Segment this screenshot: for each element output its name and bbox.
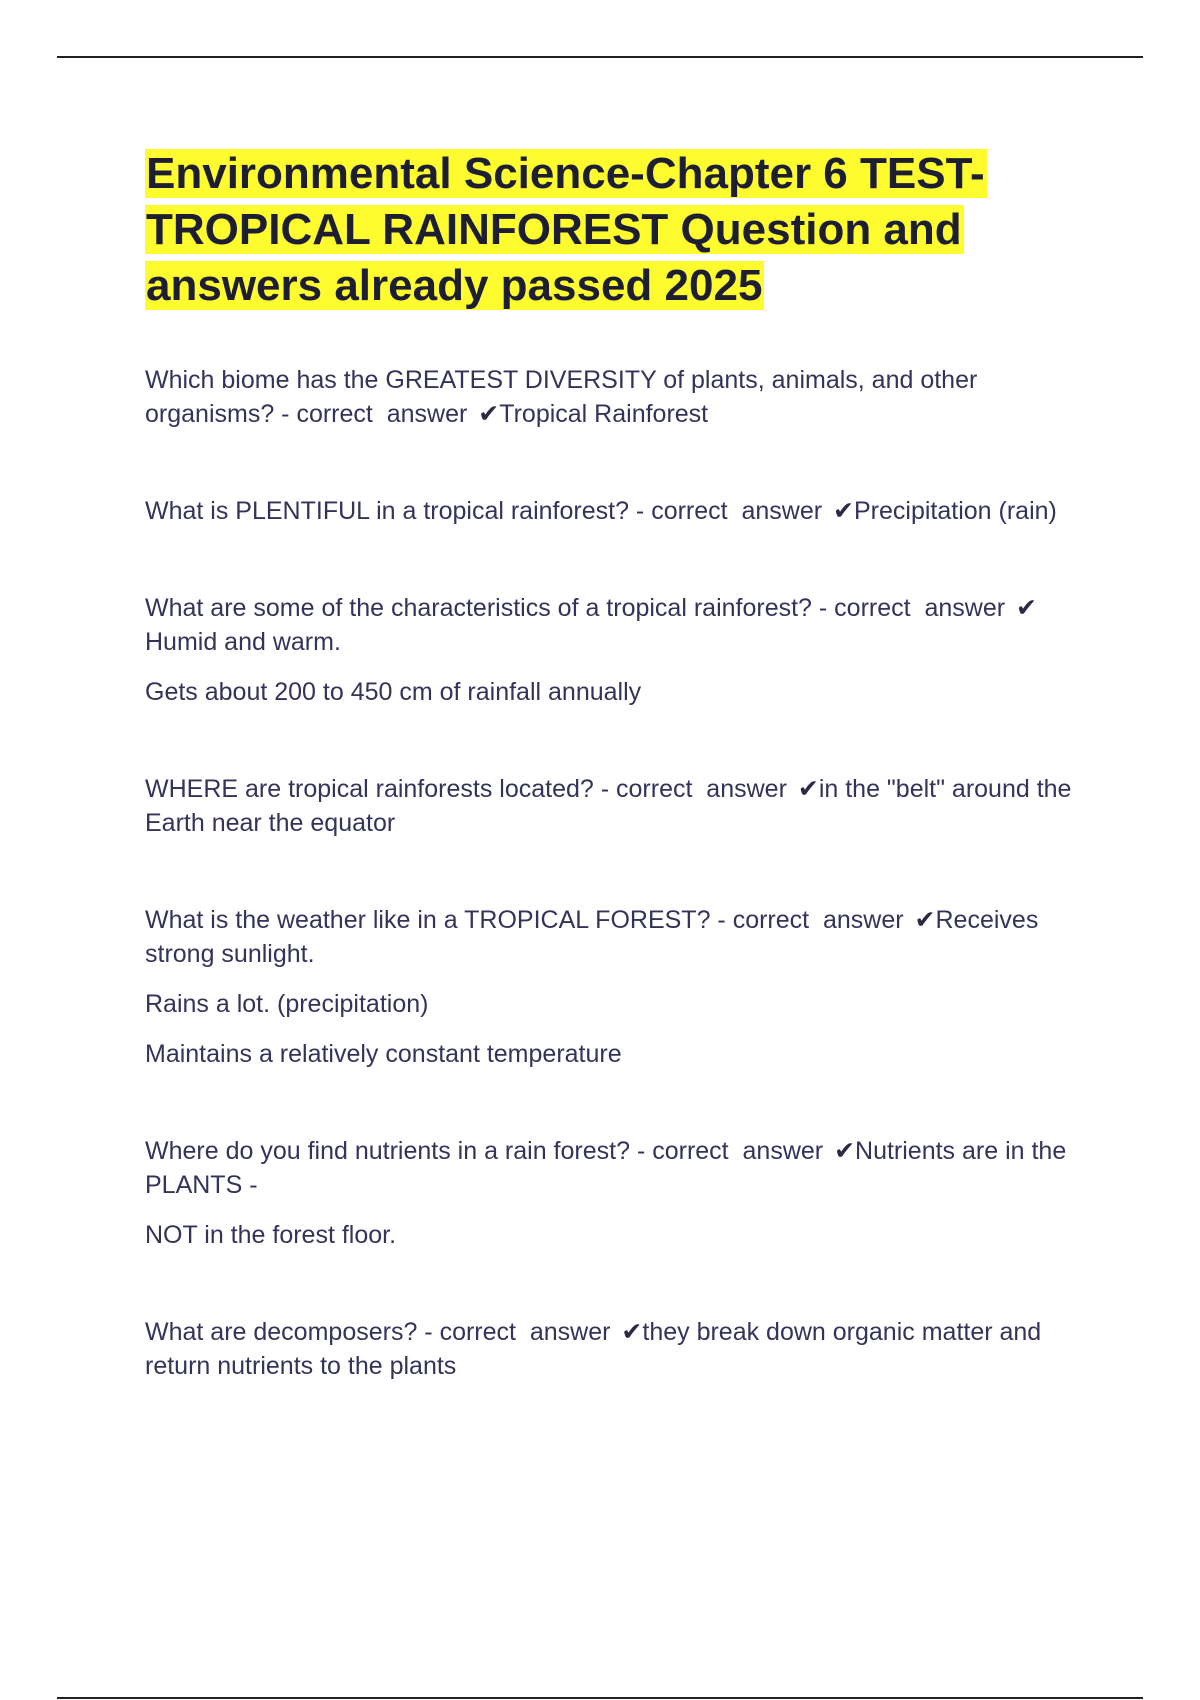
question-text: Where do you find nutrients in a rain forest? [145,1137,630,1165]
question-text: What are decomposers? [145,1318,418,1346]
qa-paragraph [145,1134,1085,1202]
checkmark-icon: ✔ [797,775,819,803]
qa-item [145,1315,1085,1383]
question-text: WHERE are tropical rainforests located? [145,775,594,803]
question-text: What is PLENTIFUL in a tropical rainforest? [145,497,629,525]
qa-paragraph [145,903,1085,971]
qa-list [145,363,1085,1383]
checkmark-icon: ✔ [833,497,854,525]
qa-item [145,903,1085,1071]
answer-extra-line: Rains a lot. (precipitation) [145,990,429,1018]
answer-text: Precipitation (rain) [854,497,1057,525]
page-content [145,146,1085,1446]
question-text: Which biome has the GREATEST DIVERSITY of plants, animals, and other organisms? [145,366,978,428]
qa-item [145,363,1085,431]
answer-separator: - correct answer [630,1137,831,1165]
qa-paragraph [145,1315,1085,1383]
question-text: What is the weather like in a TROPICAL FOREST? [145,906,711,934]
qa-item [145,1134,1085,1252]
qa-paragraph [145,363,1085,431]
answer-separator: - correct answer [417,1318,618,1346]
answer-separator: - correct answer [593,775,794,803]
answer-extra-line: Maintains a relatively constant temperature [145,1040,622,1068]
qa-item [145,494,1085,528]
answer-text: Nutrients are in the PLANTS - [145,1137,1067,1199]
qa-item [145,772,1085,840]
qa-paragraph [145,591,1085,659]
answer-separator: - correct answer [811,594,1013,622]
answer-extra-line: NOT in the forest floor. [145,1221,397,1249]
answer-separator: - correct answer [274,400,475,428]
answer-separator: - correct answer [628,497,830,525]
answer-text: Receives strong sunlight. [145,906,1039,968]
checkmark-icon: ✔ [914,906,936,934]
top-rule [57,56,1143,58]
qa-paragraph [145,772,1085,840]
checkmark-icon: ✔ [1016,594,1037,622]
answer-separator: - correct answer [710,906,911,934]
answer-text: Humid and warm. [145,628,341,656]
answer-text: in the "belt" around the Earth near the equator [145,775,1072,837]
question-text: What are some of the characteristics of a tropical rainforest? [145,594,812,622]
title-highlight: Environmental Science-Chapter 6 TEST-TROPICAL RAINFOREST Question and answers already passed 2025 [146,149,985,310]
document-title [145,146,1085,314]
checkmark-icon: ✔ [478,400,500,428]
checkmark-icon: ✔ [834,1137,856,1165]
answer-extra-line: Gets about 200 to 450 cm of rainfall annually [145,678,642,706]
answer-text: they break down organic matter and return nutrients to the plants [145,1318,1042,1380]
answer-text: Tropical Rainforest [499,400,709,428]
checkmark-icon: ✔ [621,1318,643,1346]
qa-item [145,591,1085,709]
qa-paragraph [145,494,1085,528]
bottom-rule [57,1697,1143,1699]
